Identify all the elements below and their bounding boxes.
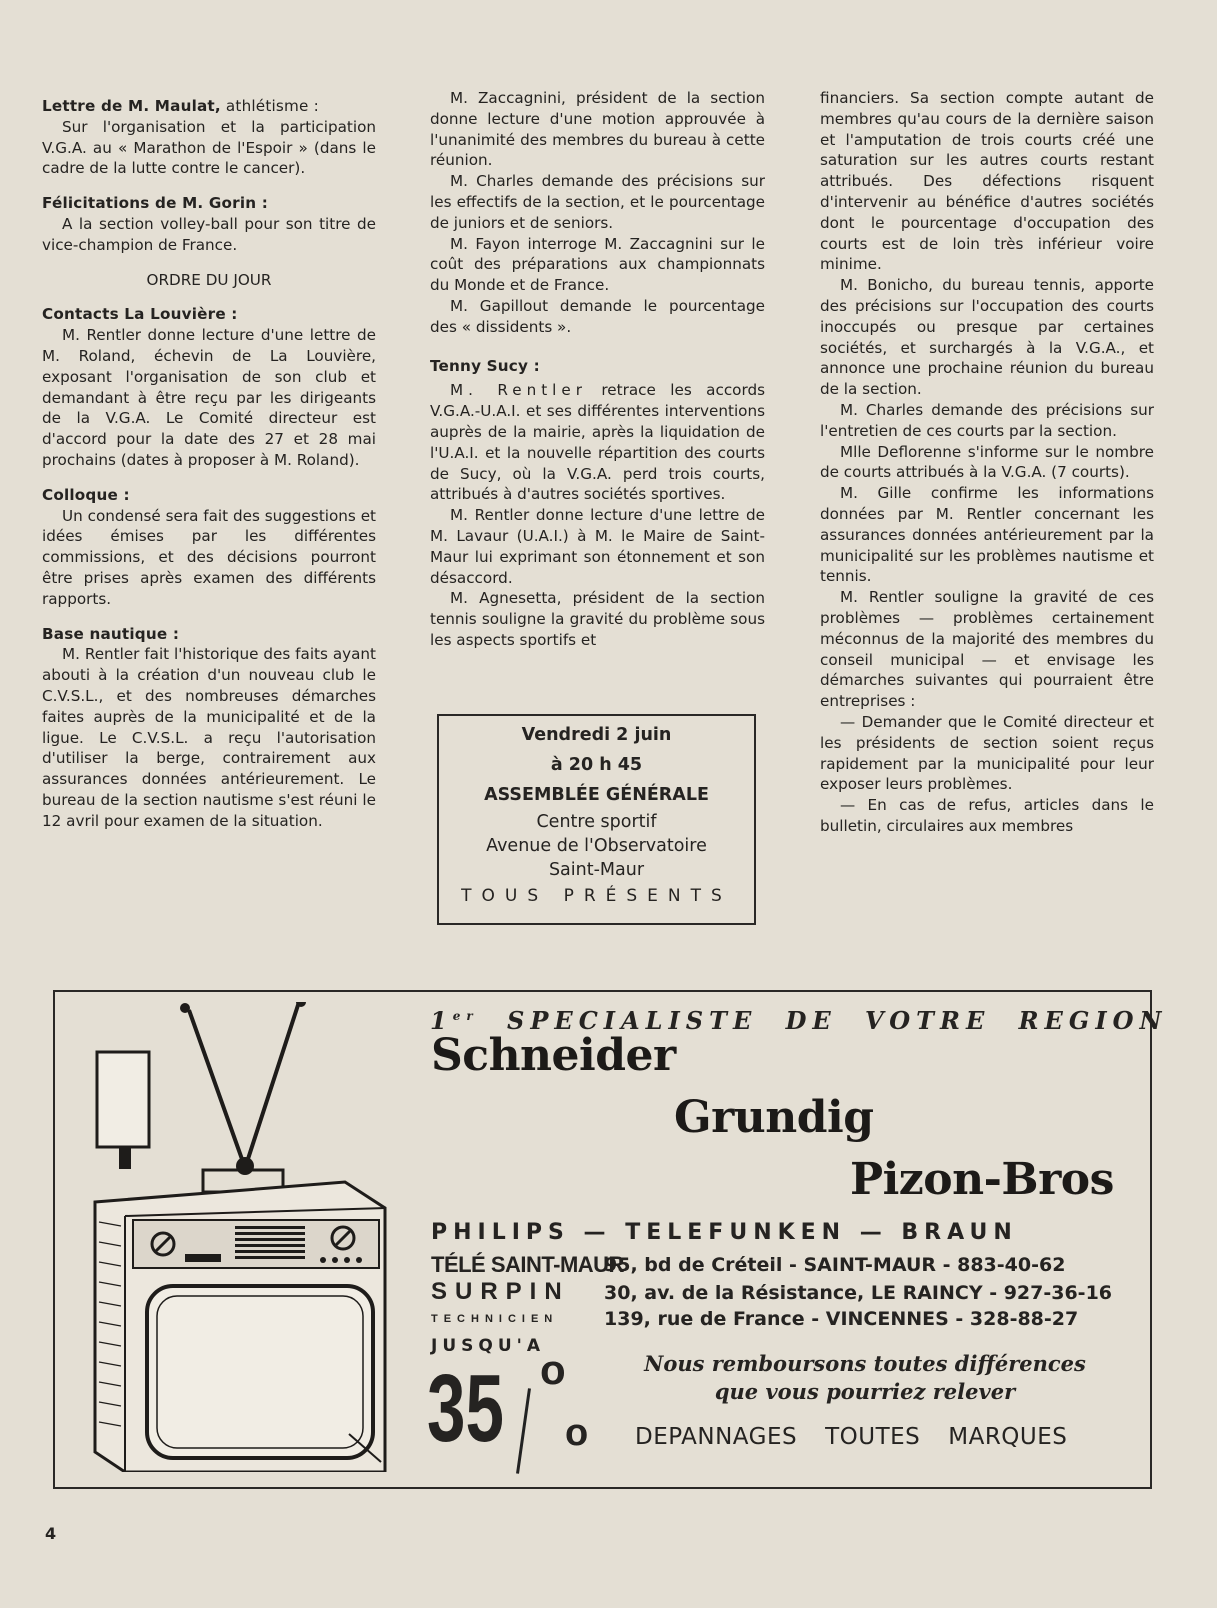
discount-percent (425, 1348, 595, 1468)
shop-address: 95, bd de Créteil - SAINT-MAUR - 883-40-62 (604, 1254, 1066, 1276)
refund-promise (615, 1350, 1115, 1406)
paragraph: M. Charles demande des précisions sur l'entretien de ces courts par la section. (820, 400, 1154, 440)
paragraph: M. Fayon interroge M. Zaccagnini sur le coût des préparations aux championnats du Monde et de France. (430, 234, 765, 295)
meeting-title: ASSEMBLÉE GÉNÉRALE (484, 785, 709, 805)
paragraph: M. Charles demande des précisions sur les effectifs de la section, et le pourcentage de juniors et de seniors. (430, 172, 765, 232)
percent-sign-top: o (540, 1346, 566, 1393)
brand-pizon-bros: Pizon-Bros (850, 1154, 1114, 1205)
heading-bold-part: Lettre de M. Maulat, (42, 97, 221, 115)
paragraph: M. Rentler fait l'historique des faits ayant abouti à la création d'un nouveau club le C.V.S.L., et des nombreuses démarches faites auprès de la municipalité et de la ligue. Le C.V.S.L. a reçu l'autorisation d'utiliser la berge, contrairement aux assurances données antérieurement. Le bureau de la section nautisme s'est réuni le 12 avril pour examen de la situation. (42, 645, 376, 830)
repair-line (635, 1424, 1095, 1450)
paragraph: M. Rentler donne lecture d'une lettre de M. Lavaur (U.A.I.) à M. le Maire de Saint-Maur lui exprimant son étonnement et son désaccord. (430, 506, 765, 587)
discount-upto: JUSQU'A (431, 1336, 545, 1356)
heading-rest: athlétisme : (220, 97, 319, 115)
percent-sign-bottom: o (565, 1412, 589, 1454)
shop-row (431, 1278, 1131, 1308)
heading-colloque: Colloque : (42, 485, 130, 504)
paragraph: M. Gapillout demande le pourcentage des « dissidents ». (430, 296, 765, 336)
brand-schneider: Schneider (431, 1030, 676, 1081)
meeting-call: TOUS PRÉSENTS (461, 886, 732, 906)
paragraph: Un condensé sera fait des suggestions et idées émises par les différentes commissions, et des décisions pourront être prises après examen des différents rapports. (42, 506, 376, 608)
repair-word: DEPANNAGES (635, 1424, 798, 1450)
meeting-place-line3: Saint-Maur (548, 860, 645, 880)
paragraph (430, 380, 765, 505)
tagline-number: 1 (430, 1006, 453, 1035)
heading-contacts-louviere: Contacts La Louvière : (42, 305, 238, 324)
shop-row (431, 1308, 1131, 1334)
meeting-time: à 20 h 45 (550, 755, 643, 775)
name-spaced: M. Rentler (450, 381, 587, 400)
shop-address: 139, rue de France - VINCENNES - 328-88-27 (604, 1308, 1079, 1330)
column-right (820, 88, 1154, 837)
heading-lettre-maulat (42, 96, 376, 117)
advertisement (53, 990, 1168, 1489)
paragraph: M. Zaccagnini, président de la section donne lecture d'une motion approuvée à l'unanimité des membres du bureau à cette réunion. (430, 89, 765, 170)
shop-name: TECHNICIEN (431, 1313, 559, 1325)
page-number: 4 (45, 1524, 57, 1543)
shop-name: TÉLÉ SAINT-MAUR (431, 1252, 624, 1277)
meeting-announcement (437, 714, 756, 925)
paragraph: M. Rentler donne lecture d'une lettre de M. Roland, échevin de La Louvière, exposant l'organisation de son club et demandant à être reçu par les dirigeants de la V.G.A. Le Comité directeur est d'accord pour la date des 27 et 28 mai prochains (dates à proposer à M. Roland). (42, 326, 376, 469)
heading-tenny-sucy: Tenny Sucy : (430, 356, 540, 375)
paragraph-text: retrace les accords V.G.A.-U.A.I. et ses différentes interventions auprès de la mairie, après la liquidation de l'U.A.I. et la nouvelle répartition des courts de Sucy, où la V.G.A. perd trois courts, attribués à d'autres sociétés sportives. (430, 381, 765, 504)
discount-number: 35 (427, 1355, 504, 1462)
meeting-place-line2: Avenue de l'Observatoire (486, 836, 707, 856)
heading-base-nautique: Base nautique : (42, 624, 180, 643)
tagline-superscript: er (452, 1009, 479, 1023)
paragraph: M. Agnesetta, président de la section tennis souligne la gravité du problème sous les aspects sportifs et (430, 589, 765, 649)
meeting-date: Vendredi 2 juin (521, 725, 672, 745)
repair-word: TOUTES (825, 1424, 921, 1450)
paragraph: M. Gille confirme les informations données par M. Rentler concernant les assurances données antérieurement par la municipalité sur les problèmes nautisme et tennis. (820, 484, 1154, 586)
paragraph: — Demander que le Comité directeur et les présidents de section soient reçus rapidement par la municipalité pour leur exposer leurs problèmes. (820, 712, 1154, 794)
brand-grundig: Grundig (674, 1092, 874, 1143)
paragraph: M. Bonicho, du bureau tennis, apporte des précisions sur l'occupation des courts inoccupés ou presque par certaines sociétés, et surchargés à la V.G.A., et annonce une prochaine réunion du bureau de la section. (820, 276, 1154, 399)
agenda-title: ORDRE DU JOUR (146, 270, 272, 289)
column-left (42, 96, 376, 832)
shop-row (431, 1254, 1131, 1280)
heading-felicitations: Félicitations de M. Gorin : (42, 194, 269, 213)
percent-slash (516, 1388, 531, 1474)
paragraph: M. Rentler souligne la gravité de ces problèmes — problèmes certainement méconnus de la majorité des membres du conseil municipal — et envisage les démarches suivantes qui pourraient être entreprises : (820, 588, 1154, 711)
paragraph: financiers. Sa section compte autant de membres qu'au cours de la dernière saison et l'amputation de trois courts créé une saturation sur les autres courts restant attribués. Des défections risquent d'intervenir au bénéfice d'autres sociétés dont le pourcentage d'occupation des courts est de loin très inférieur voire minime. (820, 89, 1154, 274)
refund-line-2: que vous pourriez relever (714, 1379, 1016, 1404)
meeting-place-line1: Centre sportif (536, 812, 657, 832)
paragraph: — En cas de refus, articles dans le bulletin, circulaires aux membres (820, 796, 1154, 835)
refund-line-1: Nous remboursons toutes différences (644, 1351, 1086, 1376)
brands-line: PHILIPS — TELEFUNKEN — BRAUN (431, 1220, 1018, 1245)
paragraph: Mlle Deflorenne s'informe sur le nombre de courts attribués à la V.G.A. (7 courts). (820, 442, 1154, 482)
shop-name: SURPIN (431, 1278, 570, 1305)
paragraph: A la section volley-ball pour son titre de vice-champion de France. (42, 214, 376, 254)
tagline-text: SPECIALISTE DE VOTRE REGION (478, 1006, 1168, 1035)
paragraph: Sur l'organisation et la participation V.G.A. au « Marathon de l'Espoir » (dans le cadre de la lutte contre le cancer). (42, 117, 376, 178)
shop-address: 30, av. de la Résistance, LE RAINCY - 927-36-16 (604, 1282, 1113, 1304)
column-middle (430, 88, 765, 651)
television-icon (85, 1002, 415, 1472)
repair-word: MARQUES (948, 1424, 1068, 1450)
